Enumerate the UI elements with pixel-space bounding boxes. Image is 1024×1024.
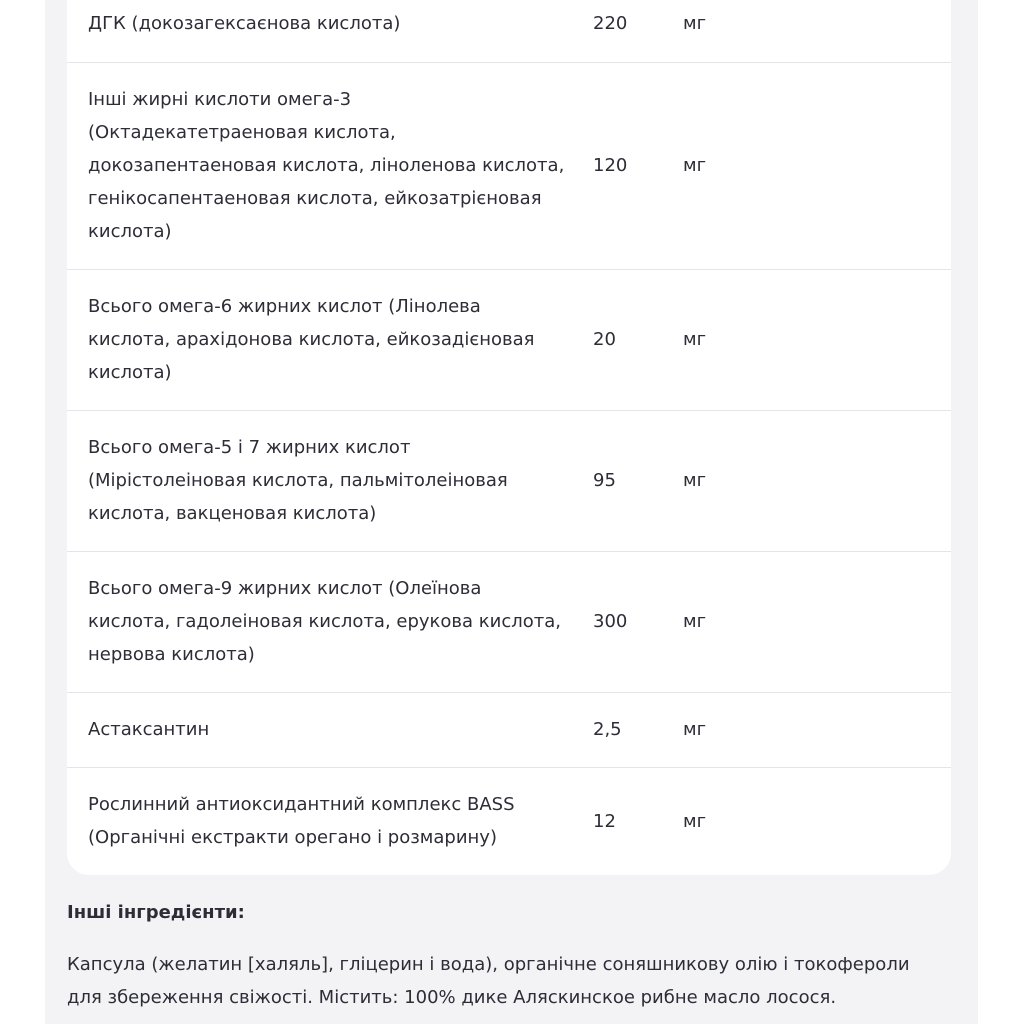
ingredient-name: Астаксантин	[88, 719, 210, 740]
ingredient-amount: 2,5	[593, 719, 622, 740]
other-ingredients-text: Капсула (желатин [халяль], гліцерин і вода), органічне соняшникову олію і токофероли для збереження свіжості. Містить: 100% дике Аляскинское рибне масло лосося.	[67, 954, 910, 1008]
table-row	[67, 0, 951, 63]
ingredient-unit: мг	[683, 470, 707, 491]
ingredient-unit: мг	[683, 329, 707, 350]
other-ingredients-heading: Інші інгредієнти:	[67, 902, 245, 923]
table-row	[67, 270, 951, 411]
ingredient-amount: 300	[593, 611, 628, 632]
ingredient-name: Всього омега-5 і 7 жирних кислот (Мірістолеіновая кислота, пальмітолеіновая кислота, вакценовая кислота)	[88, 437, 508, 524]
ingredient-name: Всього омега-9 жирних кислот (Олеїнова кислота, гадолеіновая кислота, ерукова кислота, нервова кислота)	[88, 578, 562, 665]
ingredient-amount: 20	[593, 329, 616, 350]
nutrition-table	[67, 0, 951, 875]
ingredient-amount: 95	[593, 470, 616, 491]
table-row	[67, 63, 951, 270]
ingredient-amount: 220	[593, 13, 628, 34]
ingredient-unit: мг	[683, 155, 707, 176]
ingredient-name: Всього омега-6 жирних кислот (Лінолева кислота, арахідонова кислота, ейкозадієновая кислота)	[88, 296, 535, 383]
table-row	[67, 768, 951, 875]
ingredient-name: Інші жирні кислоти омега-3 (Октадекатетраеновая кислота, докозапентаеновая кислота, ліноленова кислота, генікосапентаеновая кислота, ейкозатрієновая кислота)	[88, 89, 565, 242]
table-row	[67, 693, 951, 768]
ingredient-unit: мг	[683, 811, 707, 832]
table-row	[67, 411, 951, 552]
ingredient-unit: мг	[683, 611, 707, 632]
ingredient-amount: 120	[593, 155, 628, 176]
ingredient-unit: мг	[683, 13, 707, 34]
ingredient-unit: мг	[683, 719, 707, 740]
ingredient-amount: 12	[593, 811, 616, 832]
table-row	[67, 552, 951, 693]
ingredient-name: Рослинний антиоксидантний комплекс BASS (Органічні екстракти орегано і розмарину)	[88, 794, 515, 848]
content-area	[45, 0, 978, 1024]
ingredient-name: ДГК (докозагексаєнова кислота)	[88, 13, 401, 34]
